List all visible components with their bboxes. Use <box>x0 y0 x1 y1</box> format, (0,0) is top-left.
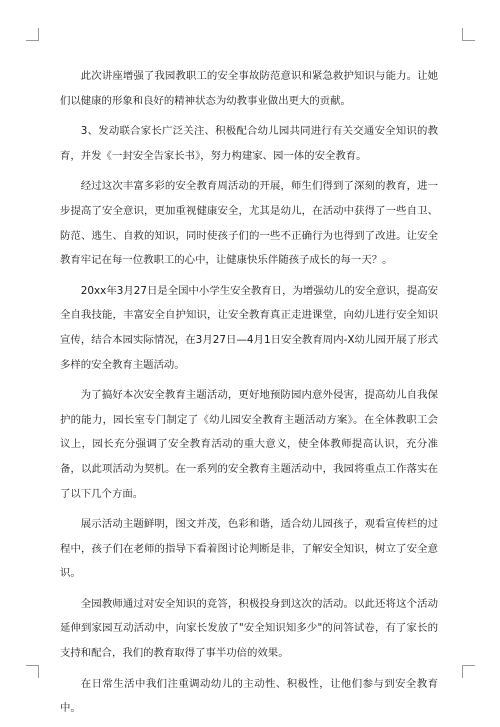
paragraph-1: 此次讲座增强了我园教职工的安全事故防范意识和紧急救护知识与能力。让她们以健康的形象和良好的精神状态为幼教事业做出更大的贡献。 <box>60 70 438 107</box>
crop-mark-top-left <box>26 28 39 41</box>
paragraph-8: 在日常生活中我们注重调动幼儿的主动性、积极性，让他们参与到安全教育中。 <box>60 677 438 715</box>
paragraph-2: 3、发动联合家长广泛关注、积极配合幼儿园共同进行有关交通安全知识的教育，并发《一封安全告家长书》，努力构建家、园一体的安全教育。 <box>60 125 438 162</box>
crop-mark-bottom-right <box>462 665 475 678</box>
paragraph-5: 为了搞好本次安全教育主题活动，更好地预防园内意外侵害，提高幼儿自我保护的能力，园长室专门制定了《幼儿园安全教育主题活动方案》。在全体教职工会议上，园长充分强调了安全教育活动的重大意义，使全体教师提高认识，充分准备，以此项活动为契机。在一系列的安全教育主题活动中，我园将重点工作落实在了以下几个方面。 <box>60 389 438 500</box>
paragraph-4: 20xx年3月27日是全国中小学生安全教育日，为增强幼儿的安全意识，提高安全自我技能，丰富安全自护知识，让安全教育真正走进课堂，向幼儿进行安全知识宣传，结合本园实际情况，在3月27日—4月1日安全教育周内-X幼儿园开展了形式多样的安全教育主题活动。 <box>60 284 438 371</box>
paragraph-6: 展示活动主题鲜明，图文并茂，色彩和谐，适合幼儿园孩子，观看宣传栏的过程中，孩子们在老师的指导下看着图讨论判断是非，了解安全知识，树立了安全意识。 <box>60 518 438 580</box>
crop-mark-top-right <box>462 28 475 41</box>
document-body <box>60 64 438 727</box>
paragraph-3: 经过这次丰富多彩的安全教育周活动的开展，师生们得到了深刻的教育，进一步提高了安全意识，更加重视健康安全，尤其是幼儿，在活动中获得了一些自卫、防范、逃生、自救的知识，同时使孩子们的一些不正确行为也得到了改进。让安全教育牢记在每一位教职工的心中，让健康快乐伴随孩子成长的每一天？。 <box>60 180 438 267</box>
crop-mark-bottom-left <box>26 665 39 678</box>
paragraph-7: 全园教师通过对安全知识的竞答，积极投身到这次的活动。以此还将这个活动延伸到家园互动活动中，向家长发放了"安全知识知多少"的问答试卷，有了家长的支持和配合，我们的教育取得了事半功倍的效果。 <box>60 597 438 660</box>
